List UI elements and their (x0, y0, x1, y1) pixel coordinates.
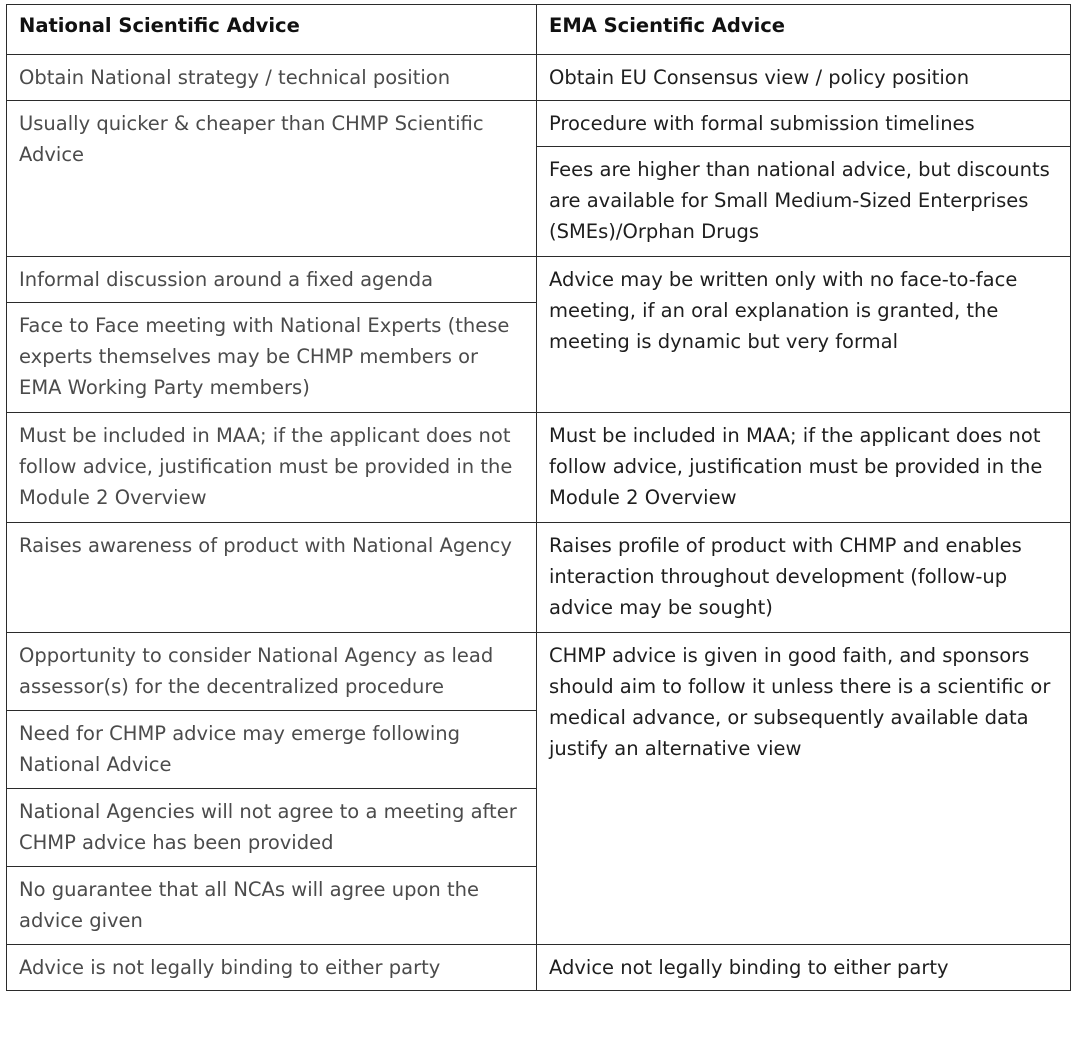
cell-ema: Advice may be written only with no face-to-face meeting, if an oral explanation is granted, the meeting is dynamic but very formal (537, 257, 1071, 413)
table-row (7, 257, 1071, 303)
table-row (7, 633, 1071, 711)
cell-national: Informal discussion around a fixed agenda (7, 257, 537, 303)
cell-national: Must be included in MAA; if the applicant does not follow advice, justification must be provided in the Module 2 Overview (7, 413, 537, 523)
cell-national: Advice is not legally binding to either party (7, 945, 537, 991)
cell-ema: Obtain EU Consensus view / policy position (537, 55, 1071, 101)
cell-ema: Procedure with formal submission timelines (537, 101, 1071, 147)
table-header-row (7, 5, 1071, 55)
cell-national: Raises awareness of product with National Agency (7, 523, 537, 633)
cell-ema: Must be included in MAA; if the applicant does not follow advice, justification must be provided in the Module 2 Overview (537, 413, 1071, 523)
header-national: National Scientific Advice (7, 5, 537, 55)
cell-national: Face to Face meeting with National Experts (these experts themselves may be CHMP members or EMA Working Party members) (7, 303, 537, 413)
cell-national: Need for CHMP advice may emerge following National Advice (7, 711, 537, 789)
cell-national: Opportunity to consider National Agency as lead assessor(s) for the decentralized procedure (7, 633, 537, 711)
cell-national: Obtain National strategy / technical position (7, 55, 537, 101)
cell-ema: CHMP advice is given in good faith, and sponsors should aim to follow it unless there is a scientific or medical advance, or subsequently available data justify an alternative view (537, 633, 1071, 945)
comparison-table (6, 4, 1071, 991)
table-row (7, 945, 1071, 991)
cell-ema: Raises profile of product with CHMP and enables interaction throughout development (follow-up advice may be sought) (537, 523, 1071, 633)
cell-national: No guarantee that all NCAs will agree upon the advice given (7, 867, 537, 945)
table-row (7, 101, 1071, 147)
table-row (7, 413, 1071, 523)
cell-ema: Advice not legally binding to either party (537, 945, 1071, 991)
table-row (7, 523, 1071, 633)
table-row (7, 55, 1071, 101)
header-ema: EMA Scientific Advice (537, 5, 1071, 55)
cell-ema: Fees are higher than national advice, but discounts are available for Small Medium-Sized Enterprises (SMEs)/Orphan Drugs (537, 147, 1071, 257)
cell-national: Usually quicker & cheaper than CHMP Scientific Advice (7, 101, 537, 257)
cell-national: National Agencies will not agree to a meeting after CHMP advice has been provided (7, 789, 537, 867)
